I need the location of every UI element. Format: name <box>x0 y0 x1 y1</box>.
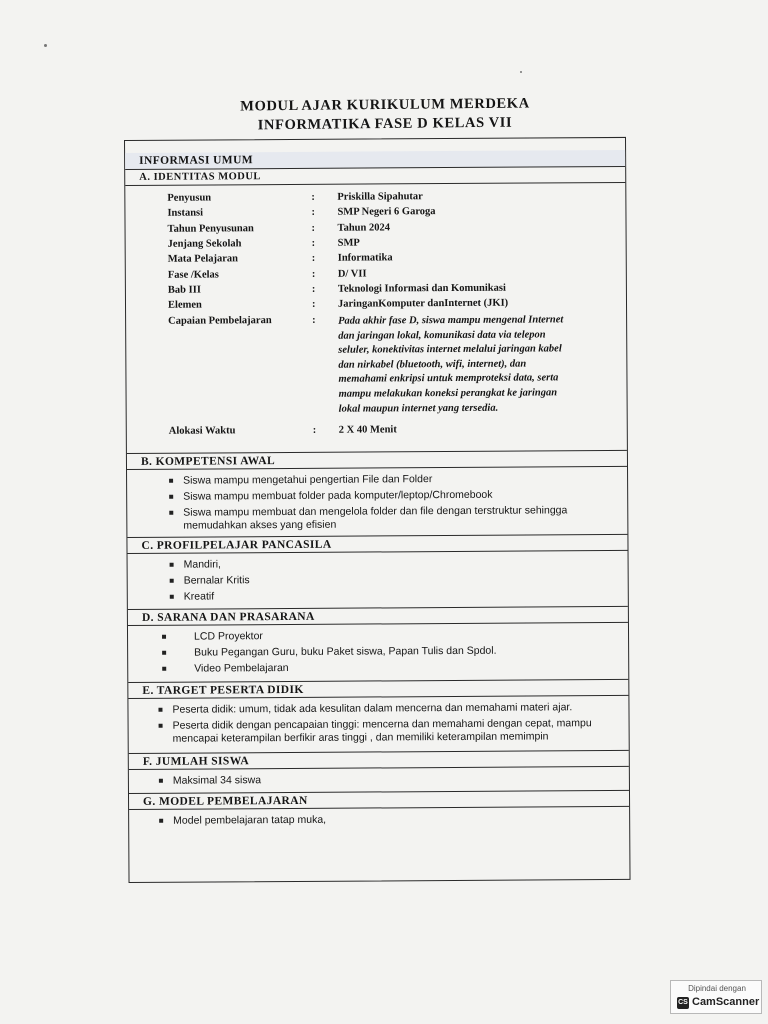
identity-label: Jenjang Sekolah <box>167 238 242 250</box>
identity-row-capaian <box>126 313 626 415</box>
section-sarana-prasarana: D. SARANA DAN PRASARANA <box>128 606 628 626</box>
list-item: Kreatif <box>184 590 214 603</box>
identity-value: D/ VII <box>337 268 367 280</box>
identity-row-penyusun <box>125 190 625 204</box>
identity-value: Tahun 2024 <box>337 222 391 234</box>
capaian-line: memahami enkripsi untuk memproteksi data, serta <box>338 372 559 386</box>
document-title-line2: INFORMATIKA FASE D KELAS VII <box>257 114 513 134</box>
bullet <box>169 479 173 483</box>
bullet <box>159 779 163 783</box>
identity-row-bab <box>126 282 626 296</box>
identity-label: Penyusun <box>167 192 212 204</box>
list-item: Siswa mampu membuat folder pada komputer/leptop/Chromebook <box>183 489 492 504</box>
section-profil-pelajar-pancasila: C. PROFILPELAJAR PANCASILA <box>127 534 627 554</box>
list-item: Video Pembelajaran <box>194 662 288 676</box>
colon: : <box>311 206 315 218</box>
colon: : <box>312 424 317 436</box>
identity-row-elemen <box>126 297 626 311</box>
camscanner-watermark <box>670 980 762 1014</box>
identity-value: Teknologi Informasi dan Komunikasi <box>337 282 506 295</box>
identity-label: Fase /Kelas <box>167 269 219 281</box>
colon: : <box>311 298 316 310</box>
bullet <box>162 651 166 655</box>
identity-row-tahun <box>126 221 626 235</box>
list-item: Siswa mampu membuat dan mengelola folder dan file dengan terstruktur sehingga <box>183 504 567 519</box>
colon: : <box>312 314 316 326</box>
section-identitas-modul: A. IDENTITAS MODUL <box>125 167 625 186</box>
bullet <box>162 667 166 671</box>
identity-label: Elemen <box>167 299 202 311</box>
section-model-pembelajaran: G. MODEL PEMBELAJARAN <box>129 790 629 810</box>
list-item: Buku Pegangan Guru, buku Paket siswa, Papan Tulis dan Spdol. <box>194 645 496 660</box>
identity-row-alokasi <box>127 423 627 437</box>
bullet <box>169 511 173 515</box>
identity-value: 2 X 40 Menit <box>338 424 397 436</box>
identity-value: Priskilla Sipahutar <box>337 191 423 203</box>
capaian-line: dan jaringan lokal, komunikasi data via telepon <box>338 329 546 342</box>
list-item: LCD Proyektor <box>194 630 263 643</box>
list-item: Bernalar Kritis <box>184 574 250 587</box>
identity-row-mapel <box>126 251 626 265</box>
colon: : <box>311 191 315 203</box>
identity-value: SMP <box>337 237 360 249</box>
section-target-peserta-didik: E. TARGET PESERTA DIDIK <box>128 679 628 699</box>
list-item-continuation: memudahkan akses yang efisien <box>183 518 337 532</box>
colon: : <box>311 237 316 249</box>
watermark-brand: CamScanner <box>692 996 760 1008</box>
identity-label: Alokasi Waktu <box>168 425 236 437</box>
module-table <box>124 137 631 883</box>
capaian-line: lokal maupun internet yang tersedia. <box>338 402 499 415</box>
list-item: Peserta didik dengan pencapaian tinggi: mencerna dan memahami dengan cepat, mampu <box>173 717 592 733</box>
capaian-pembelajaran-text <box>338 313 615 417</box>
colon: : <box>311 252 316 264</box>
capaian-line: mampu melakukan koneksi perangkat ke jaringan <box>338 387 558 400</box>
identity-label: Bab III <box>167 284 201 296</box>
identity-row-instansi <box>125 205 625 219</box>
capaian-line: seluler, konektivitas internet melalui jaringan kabel <box>338 343 562 356</box>
document-title-line1: MODUL AJAR KURIKULUM MERDEKA <box>240 95 530 115</box>
scan-speck <box>44 44 47 47</box>
section-informasi-umum: INFORMASI UMUM <box>125 150 625 170</box>
colon: : <box>311 222 316 234</box>
colon: : <box>311 268 316 280</box>
watermark-caption: Dipindai dengan <box>688 984 746 993</box>
identity-label: Mata Pelajaran <box>167 253 239 265</box>
section-jumlah-siswa: F. JUMLAH SISWA <box>129 750 629 770</box>
bullet <box>170 595 174 599</box>
list-item: Peserta didik: umum, tidak ada kesulitan dalam mencerna dan memahami materi ajar. <box>172 701 572 716</box>
bullet <box>162 635 166 639</box>
list-item: Model pembelajaran tatap muka, <box>173 814 326 828</box>
identity-value: Informatika <box>337 252 393 264</box>
identity-value: SMP Negeri 6 Garoga <box>337 206 436 218</box>
camscanner-logo-icon: CS <box>677 997 689 1009</box>
bullet <box>159 724 163 728</box>
colon: : <box>311 283 316 295</box>
identity-row-jenjang <box>126 236 626 250</box>
bullet <box>159 819 163 823</box>
bullet <box>169 495 173 499</box>
identity-value: JaringanKomputer danInternet (JKI) <box>337 297 509 310</box>
bullet <box>170 563 174 567</box>
list-item-continuation: mencapai keterampilan berfikir aras tinggi , dan memiliki keterampilan memimpin <box>172 730 549 745</box>
list-item: Maksimal 34 siswa <box>173 774 261 788</box>
identity-label: Tahun Penyusunan <box>167 223 254 235</box>
bullet <box>158 708 162 712</box>
identity-label: Instansi <box>167 207 204 219</box>
capaian-line: dan nirkabel (bluetooth, wifi, internet), dan <box>338 358 527 371</box>
identity-row-fase <box>126 267 626 281</box>
bullet <box>170 579 174 583</box>
list-item: Siswa mampu mengetahui pengertian File dan Folder <box>183 473 432 488</box>
section-kompetensi-awal: B. KOMPETENSI AWAL <box>127 450 627 470</box>
list-item: Mandiri, <box>184 558 221 571</box>
identity-label: Capaian Pembelajaran <box>168 315 272 327</box>
scan-speck <box>520 71 522 73</box>
capaian-line: Pada akhir fase D, siswa mampu mengenal Internet <box>338 314 564 327</box>
